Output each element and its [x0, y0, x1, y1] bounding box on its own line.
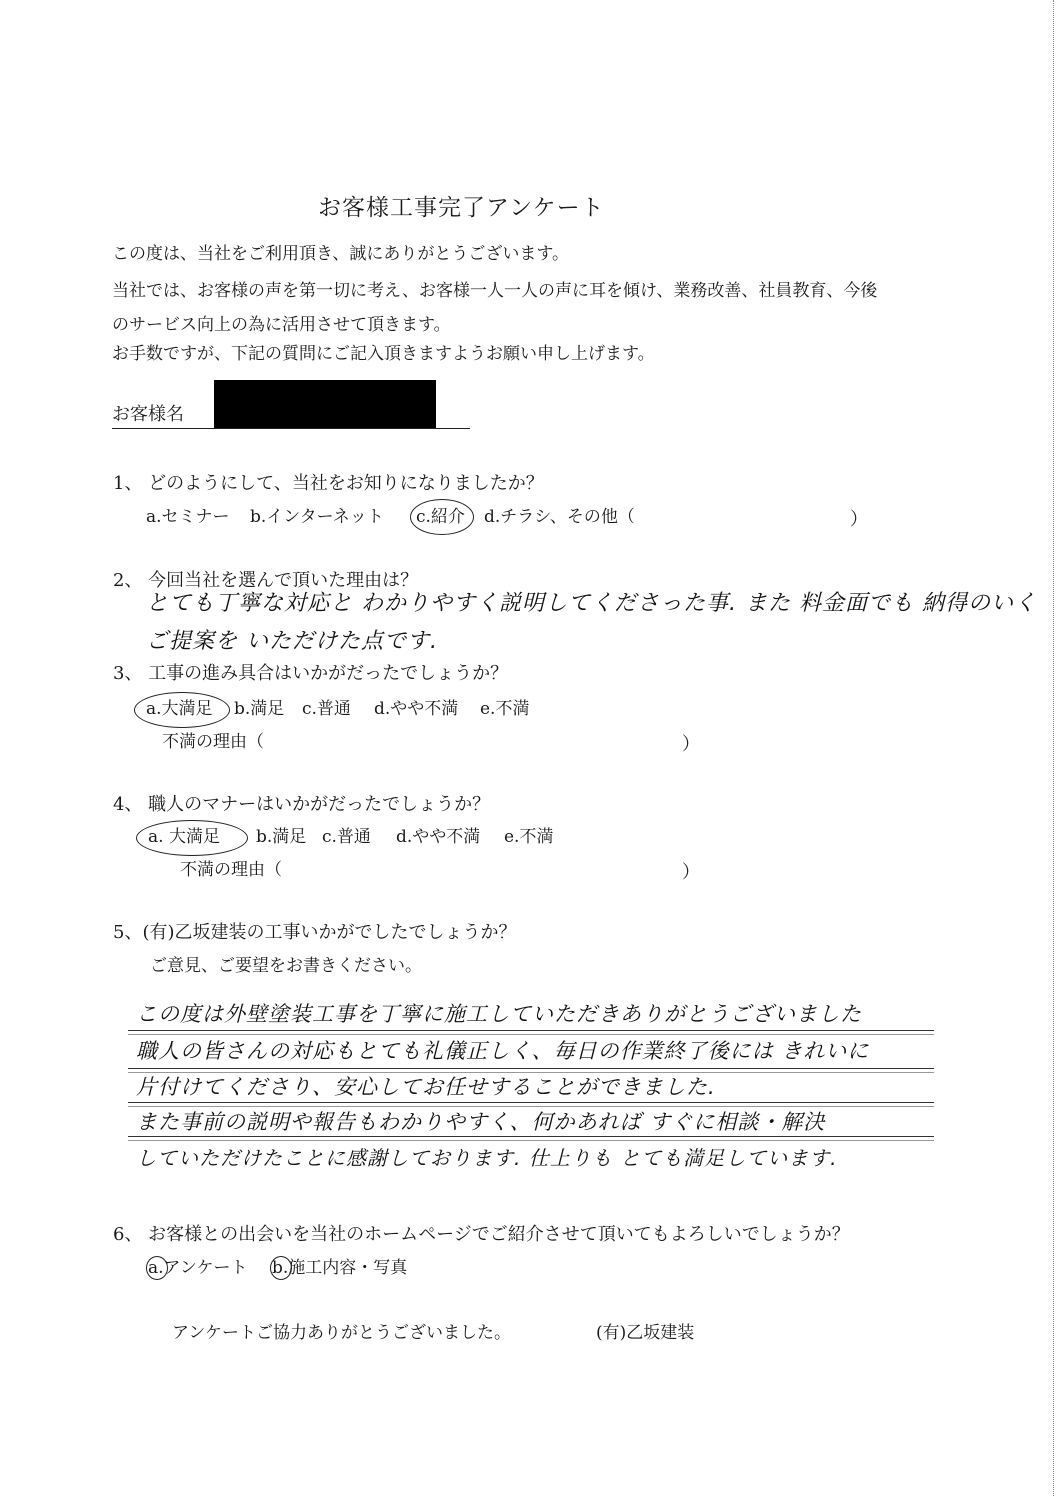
q1-option-a: a.セミナー	[146, 507, 230, 527]
q4-selected-circle	[136, 820, 248, 856]
footer-thanks: アンケートご協力ありがとうございました。	[172, 1323, 511, 1343]
q4-reason-label: 不満の理由（	[180, 860, 282, 880]
q3-option-e: e.不満	[480, 699, 530, 719]
q6-selected-circle-a	[146, 1256, 168, 1280]
q2-answer-line-2: ご提案を いただけた点です.	[146, 629, 438, 654]
q3-reason-label: 不満の理由（	[162, 732, 264, 752]
q5-question: 5、(有)乙坂建装の工事いかがでしたでしょうか？	[113, 922, 517, 943]
q4-close-paren: ）	[682, 862, 700, 883]
q5-writing-line	[128, 1136, 934, 1137]
q4-option-a: a. 大満足	[148, 827, 220, 847]
q5-answer-line-3: 片付けてくださり、安心してお任せすることができました.	[136, 1075, 716, 1099]
q3-selected-circle	[134, 692, 230, 728]
q1-close-paren: ）	[850, 509, 868, 530]
q5-writing-line	[128, 1140, 934, 1141]
q3-option-b: b.満足	[234, 699, 285, 719]
intro-line-2: 当社では、お客様の声を第一切に考え、お客様一人一人の声に耳を傾け、業務改善、社員教育、今後	[112, 281, 878, 301]
q2-question: 2、 今回当社を選んで頂いた理由は？	[113, 570, 419, 591]
q1-question: 1、 どのようにして、当社をお知りになりましたか？	[113, 473, 544, 494]
q3-option-a: a.大満足	[146, 699, 213, 719]
q6-option-b: b.施工内容・写真	[272, 1258, 408, 1278]
q3-question: 3、 工事の進み具合はいかがだったでしょうか？	[113, 663, 509, 684]
q2-answer-line-1: とても丁寧な対応と わかりやすく説明してくださった事. また 料金面でも 納得のいく	[146, 591, 1037, 616]
q5-writing-line	[128, 1102, 934, 1103]
q4-option-d: d.やや不満	[396, 827, 481, 847]
q4-option-b: b.満足	[256, 827, 307, 847]
q1-selected-circle	[410, 499, 474, 535]
footer-company: (有)乙坂建装	[596, 1323, 695, 1343]
redacted-customer-name	[214, 380, 436, 428]
document-title: お客様工事完了アンケート	[318, 195, 605, 221]
q4-option-c: c.普通	[322, 827, 371, 847]
q5-answer-line-1: この度は外壁塗装工事を丁寧に施工していただきありがとうございました	[136, 1002, 862, 1026]
q5-answer-line-2: 職人の皆さんの対応もとても礼儀正しく、毎日の作業終了後には きれいに	[136, 1039, 870, 1063]
q1-option-d: d.チラシ、その他（	[484, 507, 635, 527]
intro-line-3: のサービス向上の為に活用させて頂きます。	[112, 315, 451, 335]
q6-selected-circle-b	[270, 1256, 292, 1280]
q5-writing-line	[128, 1068, 934, 1069]
q3-option-d: d.やや不満	[374, 699, 459, 719]
q3-option-c: c.普通	[302, 699, 351, 719]
intro-line-4: お手数ですが、下記の質問にご記入頂きますようお願い申し上げます。	[112, 344, 655, 364]
customer-name-underline	[112, 428, 470, 429]
q5-answer-line-5: していただけたことに感謝しております. 仕上りも とても満足しています.	[136, 1146, 838, 1170]
q4-question: 4、 職人のマナーはいかがだったでしょうか？	[113, 794, 491, 815]
intro-line-1: この度は、当社をご利用頂き、誠にありがとうございます。	[112, 244, 569, 264]
q6-option-a: a.アンケート	[148, 1258, 248, 1278]
q1-option-b: b.インターネット	[250, 507, 384, 527]
q5-writing-line	[128, 1030, 934, 1031]
scan-edge	[1052, 0, 1054, 1496]
customer-name-label: お客様名	[112, 404, 184, 425]
q5-prompt: ご意見、ご要望をお書きください。	[150, 956, 422, 976]
q1-option-c: c.紹介	[416, 507, 465, 527]
q5-answer-line-4: また事前の説明や報告もわかりやすく、何かあれば すぐに相談・解決	[136, 1110, 826, 1134]
q3-close-paren: ）	[682, 734, 700, 755]
q6-question: 6、 お客様との出会いを当社のホームページでご紹介させて頂いてもよろしいでしょうか？	[113, 1224, 850, 1245]
q4-option-e: e.不満	[504, 827, 554, 847]
